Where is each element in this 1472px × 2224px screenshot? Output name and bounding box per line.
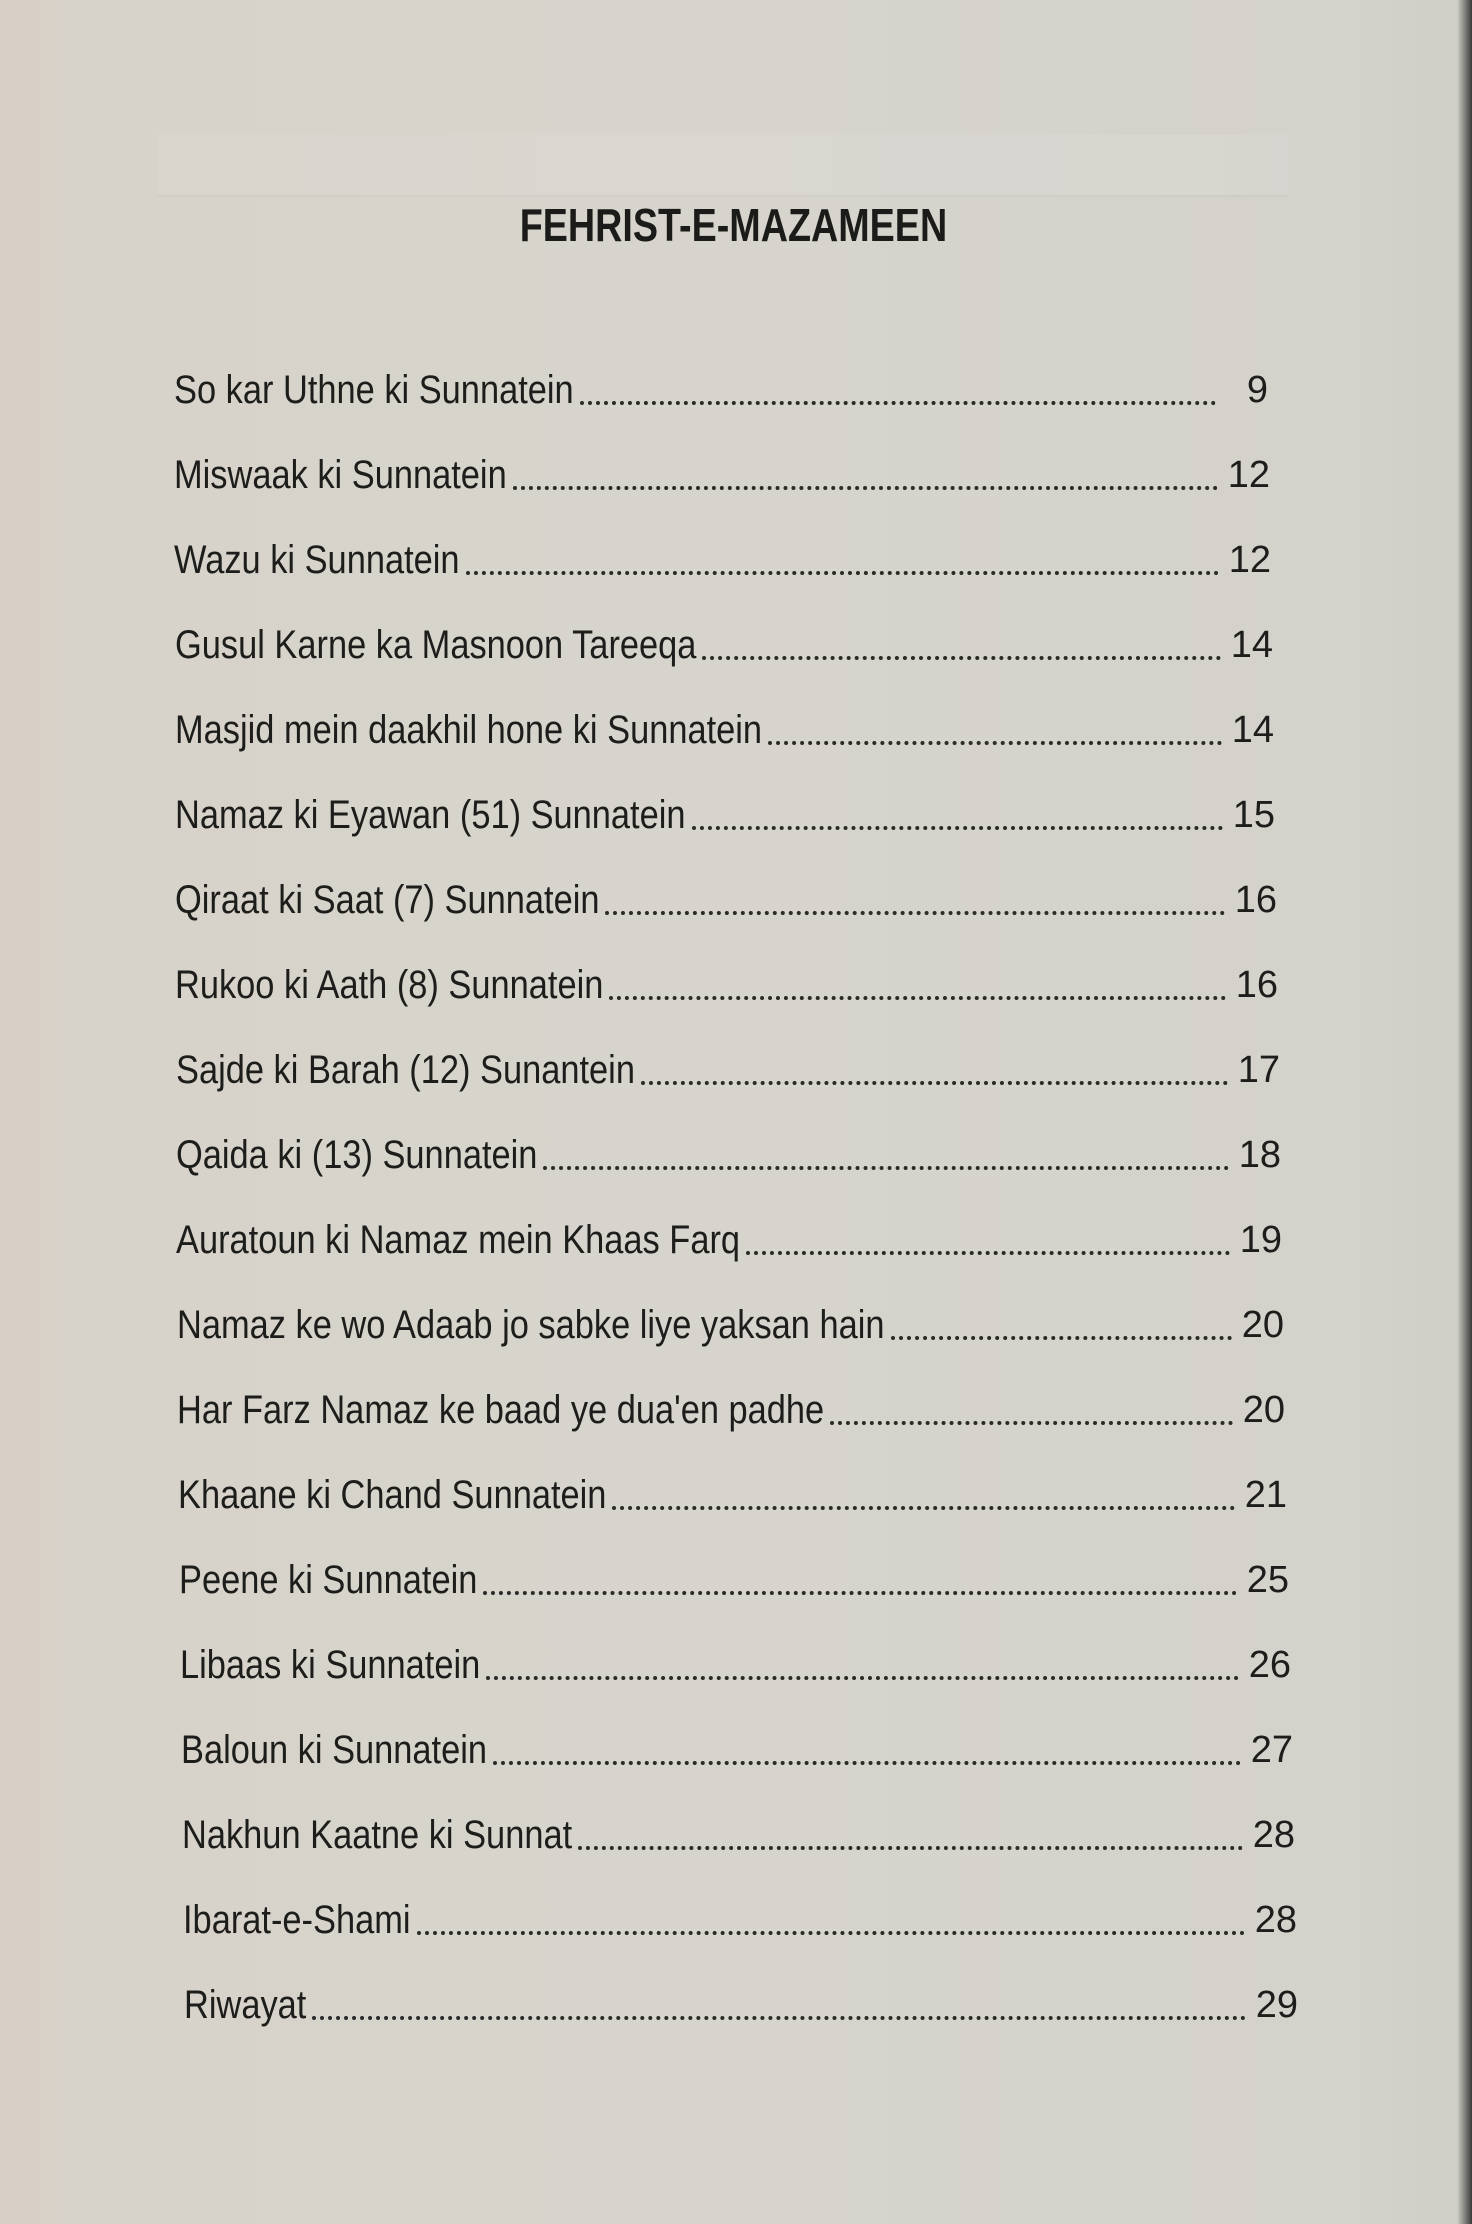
toc-entry-title: Khaane ki Chand Sunnatein: [178, 1473, 607, 1517]
toc-entry-page: 21: [1244, 1474, 1287, 1516]
toc-entry-title: Qiraat ki Saat (7) Sunnatein: [175, 878, 600, 922]
dot-leader: [692, 826, 1223, 830]
toc-entry-page: 16: [1234, 879, 1277, 921]
toc-entry-title: Baloun ki Sunnatein: [181, 1728, 488, 1772]
dot-leader: [609, 996, 1226, 1000]
toc-entry[interactable]: [175, 705, 1274, 755]
toc-entry-page: 18: [1238, 1134, 1281, 1176]
dot-leader: [513, 486, 1218, 490]
toc-entry-title: Peene ki Sunnatein: [179, 1558, 478, 1602]
dot-leader: [746, 1251, 1230, 1255]
toc-entry[interactable]: [175, 620, 1273, 670]
toc-entry-page: 25: [1246, 1559, 1289, 1601]
toc-entry[interactable]: [176, 1130, 1281, 1180]
toc-entry-page: 20: [1241, 1304, 1284, 1346]
toc-entry-title: Namaz ki Eyawan (51) Sunnatein: [175, 793, 686, 837]
toc-entry-title: Wazu ki Sunnatein: [174, 538, 460, 582]
toc-entry-title: Auratoun ki Namaz mein Khaas Farq: [176, 1218, 741, 1262]
toc-entry-page: 27: [1250, 1729, 1293, 1771]
dot-leader: [580, 401, 1216, 405]
toc-entry-title: Riwayat: [184, 1983, 307, 2027]
toc-entry-page: 14: [1230, 624, 1273, 666]
toc-entry-page: 16: [1235, 964, 1278, 1006]
toc-entry-title: Qaida ki (13) Sunnatein: [176, 1133, 538, 1177]
toc-entry[interactable]: [181, 1725, 1293, 1775]
dot-leader: [543, 1166, 1229, 1170]
toc-entry-page: 12: [1227, 454, 1270, 496]
toc-entry-title: Har Farz Namaz ke baad ye dua'en padhe: [177, 1388, 825, 1432]
page-title: FEHRIST-E-MAZAMEEN: [519, 199, 948, 251]
toc-entry-page: 9: [1246, 369, 1268, 411]
toc-entry-title: Rukoo ki Aath (8) Sunnatein: [175, 963, 604, 1007]
toc-entry[interactable]: [177, 1385, 1285, 1435]
dot-leader: [483, 1591, 1237, 1595]
toc-entry[interactable]: [175, 960, 1278, 1010]
dot-leader: [612, 1506, 1235, 1510]
toc-entry-title: Miswaak ki Sunnatein: [174, 453, 507, 497]
toc-entry-page: 15: [1232, 794, 1275, 836]
toc-entry[interactable]: [176, 1045, 1280, 1095]
toc-entry-title: Masjid mein daakhil hone ki Sunnatein: [175, 708, 763, 752]
dot-leader: [891, 1336, 1232, 1340]
dot-leader: [493, 1761, 1241, 1765]
toc-entry-page: 17: [1237, 1049, 1280, 1091]
toc-entry-title: Sajde ki Barah (12) Sunantein: [176, 1048, 635, 1092]
toc-entry[interactable]: [182, 1810, 1295, 1860]
toc-entry-page: 26: [1248, 1644, 1291, 1686]
dot-leader: [466, 571, 1219, 575]
toc-entry[interactable]: [174, 365, 1268, 415]
toc-entry-title: Ibarat-e-Shami: [183, 1898, 411, 1942]
toc-entry[interactable]: [175, 790, 1275, 840]
toc-entry-title: Nakhun Kaatne ki Sunnat: [182, 1813, 573, 1857]
dot-leader: [830, 1421, 1233, 1425]
toc-entry-title: Libaas ki Sunnatein: [180, 1643, 481, 1687]
dot-leader: [641, 1081, 1228, 1085]
toc-entry-page: 29: [1255, 1984, 1298, 2026]
toc-entry[interactable]: [177, 1300, 1284, 1350]
toc-entry-page: 12: [1228, 539, 1271, 581]
toc-entry-page: 28: [1254, 1899, 1297, 1941]
toc-entry-page: 28: [1252, 1814, 1295, 1856]
toc-entry[interactable]: [184, 1980, 1298, 2030]
toc-entry[interactable]: [174, 535, 1271, 585]
toc-entry[interactable]: [180, 1640, 1291, 1690]
toc-entry[interactable]: [175, 875, 1277, 925]
toc-entry[interactable]: [183, 1895, 1297, 1945]
toc-entry-title: Gusul Karne ka Masnoon Tareeqa: [175, 623, 697, 667]
toc-entry-page: 19: [1239, 1219, 1282, 1261]
toc-entry[interactable]: [178, 1470, 1287, 1520]
dot-leader: [312, 2016, 1246, 2020]
toc-entry-page: 20: [1242, 1389, 1285, 1431]
toc-entry[interactable]: [174, 450, 1270, 500]
toc-entry-page: 14: [1231, 709, 1274, 751]
dot-leader: [768, 741, 1222, 745]
dot-leader: [605, 911, 1225, 915]
toc-entry-title: So kar Uthne ki Sunnatein: [174, 368, 574, 412]
toc-entry[interactable]: [176, 1215, 1282, 1265]
show-through-header: [158, 135, 1288, 197]
dot-leader: [702, 656, 1221, 660]
toc-entry-title: Namaz ke wo Adaab jo sabke liye yaksan hain: [177, 1303, 885, 1347]
toc-entry[interactable]: [179, 1555, 1289, 1605]
dot-leader: [486, 1676, 1239, 1680]
dot-leader: [578, 1846, 1243, 1850]
dot-leader: [417, 1931, 1245, 1935]
